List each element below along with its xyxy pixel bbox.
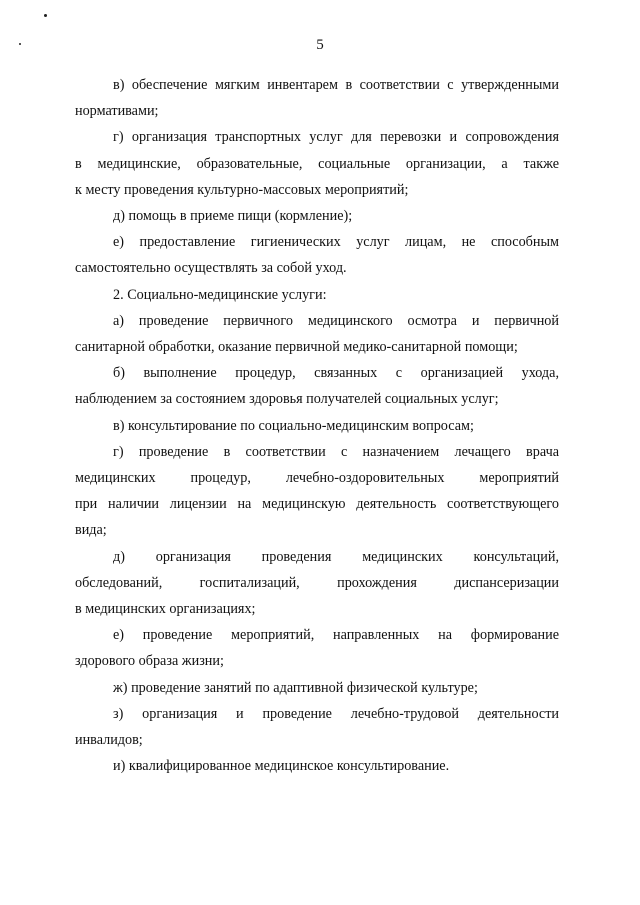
list-item	[75, 701, 559, 753]
text-line: санитарной обработки, оказание первичной медико-санитарной помощи;	[75, 339, 518, 356]
text-line: нормативами;	[75, 103, 159, 120]
text-line: медицинских процедур, лечебно-оздоровительных мероприятий	[75, 470, 559, 487]
text-line: обследований, госпитализаций, прохождения диспансеризации	[75, 574, 559, 591]
text-line: самостоятельно осуществлять за собой уход.	[75, 260, 347, 277]
list-item	[75, 439, 559, 544]
list-item	[75, 308, 559, 360]
text-line: д) организация проведения медицинских консультаций,	[113, 548, 559, 565]
list-item	[75, 360, 559, 412]
text-line: в) консультирование по социально-медицинским вопросам;	[113, 417, 474, 434]
text-line: вида;	[75, 522, 107, 539]
text-line: здорового образа жизни;	[75, 653, 224, 670]
text-line: в) обеспечение мягким инвентарем в соответствии с утвержденными	[113, 77, 559, 93]
text-line: д) помощь в приеме пищи (кормление);	[113, 208, 353, 225]
text-line: г) проведение в соответствии с назначением лечащего врача	[113, 443, 559, 460]
text-line: к месту проведения культурно-массовых мероприятий;	[75, 181, 409, 198]
scan-speck	[44, 14, 47, 17]
text-line: инвалидов;	[75, 732, 143, 749]
list-item	[75, 675, 559, 701]
document-body	[75, 72, 559, 779]
list-item	[75, 413, 559, 439]
text-line: а) проведение первичного медицинского осмотра и первичной	[113, 312, 559, 329]
text-line: наблюдением за состоянием здоровья получателей социальных услуг;	[75, 391, 499, 408]
list-item	[75, 124, 559, 203]
list-item	[75, 229, 559, 281]
text-line: е) предоставление гигиенических услуг лицам, не способным	[113, 234, 559, 251]
page-number: 5	[316, 37, 324, 53]
text-line: з) организация и проведение лечебно-трудовой деятельности	[113, 705, 559, 722]
text-line: ж) проведение занятий по адаптивной физической культуре;	[113, 679, 478, 696]
text-line: и) квалифицированное медицинское консультирование.	[113, 758, 450, 775]
text-line: г) организация транспортных услуг для перевозки и сопровождения	[113, 129, 559, 146]
text-line: в медицинских организациях;	[75, 601, 256, 618]
text-line: при наличии лицензии на медицинскую деятельность соответствующего	[75, 496, 559, 513]
list-item	[75, 753, 559, 779]
list-item	[75, 282, 559, 308]
list-item	[75, 544, 559, 623]
list-item	[75, 72, 559, 124]
text-line: в медицинские, образовательные, социальные организации, а также	[75, 155, 559, 172]
text-line: е) проведение мероприятий, направленных на формирование	[113, 627, 559, 644]
list-item	[75, 203, 559, 229]
text-line: 2. Социально-медицинские услуги:	[113, 286, 327, 303]
list-item	[75, 622, 559, 674]
text-line: б) выполнение процедур, связанных с организацией ухода,	[113, 365, 559, 382]
